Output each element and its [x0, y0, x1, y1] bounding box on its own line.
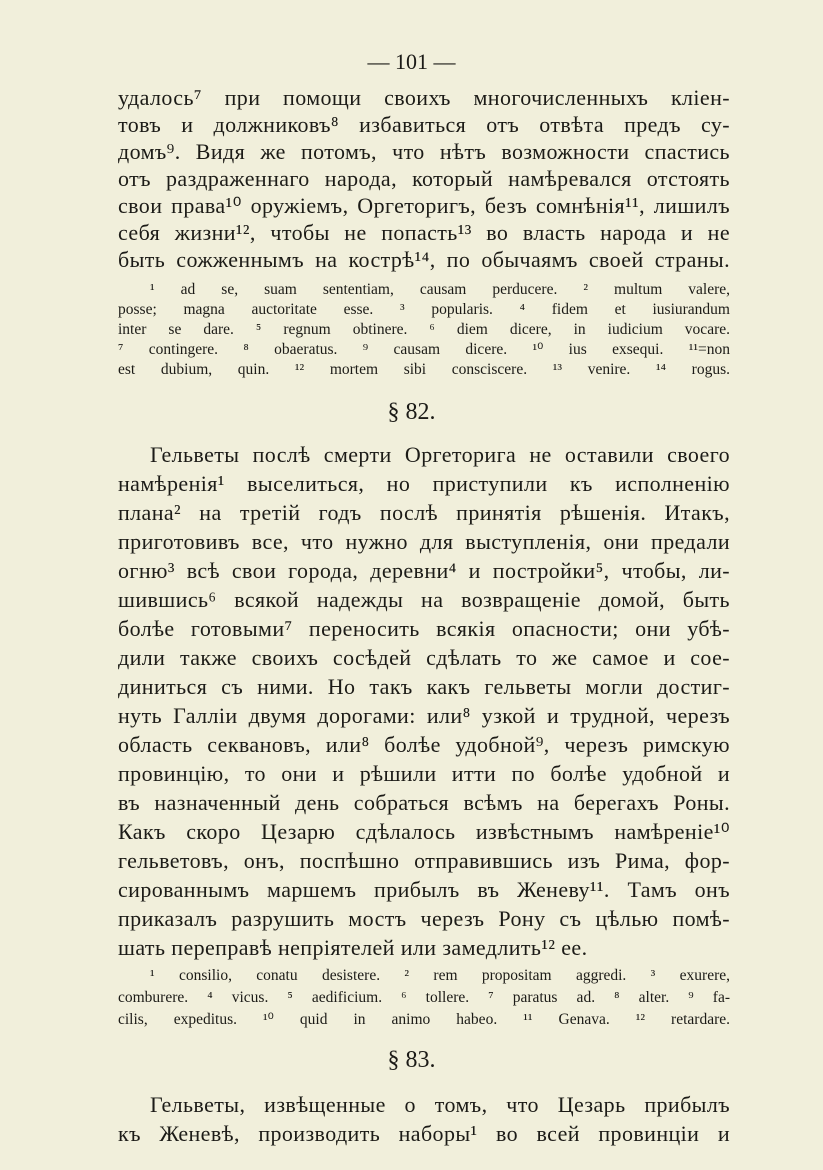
- text-line: шать переправѣ непріятелей или замедлить¹² ее.: [118, 935, 588, 960]
- text-line: приготовивъ все, что нужно для выступленія, они предали: [118, 529, 730, 554]
- text-line: Гельветы, извѣщенные о томъ, что Цезарь прибылъ: [150, 1092, 730, 1117]
- text-line: область секвановъ, или⁸ болѣе удобной⁹, черезъ римскую: [118, 732, 730, 757]
- text-line: диниться съ ними. Но такъ какъ гельветы могли достиг-: [118, 674, 730, 699]
- text-line: къ Женевѣ, производить наборы¹ во всей провинціи и: [118, 1121, 730, 1146]
- text-line: плана² на третій годъ послѣ принятія рѣшенія. Итакъ,: [118, 500, 730, 525]
- footnote-line: ⁷ contingere. ⁸ obaeratus. ⁹ causam dicere. ¹⁰ ius exsequi. ¹¹=non: [118, 341, 730, 358]
- text-line: товъ и должниковъ⁸ избавиться отъ отвѣта предъ су-: [118, 112, 730, 137]
- text-line: шившись⁶ всякой надежды на возвращеніе домой, быть: [118, 587, 730, 612]
- footnote-line: ¹ consilio, conatu desistere. ² rem propositam aggredi. ³ exurere,: [150, 967, 730, 984]
- text-line: гельветовъ, онъ, поспѣшно отправившись изъ Рима, фор-: [118, 848, 730, 873]
- text-line: сированнымъ маршемъ прибылъ въ Женеву¹¹. Тамъ онъ: [118, 877, 730, 902]
- text-line: Какъ скоро Цезарю сдѣлалось извѣстнымъ намѣреніе¹⁰: [118, 819, 730, 844]
- text-line: себя жизни¹², чтобы не попасть¹³ во власть народа и не: [118, 220, 730, 245]
- footnote-line: posse; magna auctoritate esse. ³ popularis. ⁴ fidem et iusiurandum: [118, 301, 730, 318]
- footnote-line: ¹ ad se, suam sententiam, causam perducere. ² multum valere,: [150, 281, 730, 298]
- text-line: отъ раздраженнаго народа, который намѣревался отстоять: [118, 166, 730, 191]
- text-line: приказалъ разрушить мостъ черезъ Рону съ цѣлью помѣ-: [118, 906, 730, 931]
- footnote-line: inter se dare. ⁵ regnum obtinere. ⁶ diem dicere, in iudicium vocare.: [118, 321, 730, 338]
- text-line: болѣе готовыми⁷ переносить всякія опасности; они убѣ-: [118, 616, 730, 641]
- text-line: дили также своихъ сосѣдей сдѣлать то же самое и сое-: [118, 645, 730, 670]
- footnote-line: comburere. ⁴ vicus. ⁵ aedificium. ⁶ tollere. ⁷ paratus ad. ⁸ alter. ⁹ fa-: [118, 989, 730, 1006]
- text-line: въ назначенный день собраться всѣмъ на берегахъ Роны.: [118, 790, 730, 815]
- section-heading-82: § 82.: [387, 399, 436, 425]
- text-line: намѣренія¹ выселиться, но приступили къ исполненію: [118, 471, 730, 496]
- text-line: быть сожженнымъ на кострѣ¹⁴, по обычаямъ своей страны.: [118, 247, 730, 272]
- text-line: огню³ всѣ свои города, деревни⁴ и постройки⁵, чтобы, ли-: [118, 558, 730, 583]
- text-line: провинцію, то они и рѣшили итти по болѣе удобной и: [118, 761, 730, 786]
- text-line: домъ⁹. Видя же потомъ, что нѣтъ возможности спастись: [118, 139, 730, 164]
- footnote-line: cilis, expeditus. ¹⁰ quid in animo habeo. ¹¹ Genava. ¹² retardare.: [118, 1011, 730, 1028]
- page-number: — 101 —: [367, 49, 456, 74]
- footnote-line: est dubium, quin. ¹² mortem sibi consciscere. ¹³ venire. ¹⁴ rogus.: [118, 361, 730, 378]
- text-line: нуть Галліи двумя дорогами: или⁸ узкой и трудной, черезъ: [118, 703, 730, 728]
- text-line: удалось⁷ при помощи своихъ многочисленныхъ кліен-: [118, 85, 730, 110]
- text-line: свои права¹⁰ оружіемъ, Оргеторигъ, безъ сомнѣнія¹¹, лишилъ: [118, 193, 730, 218]
- text-line: Гельветы послѣ смерти Оргеторига не оставили своего: [150, 442, 730, 467]
- section-heading-83: § 83.: [387, 1047, 436, 1073]
